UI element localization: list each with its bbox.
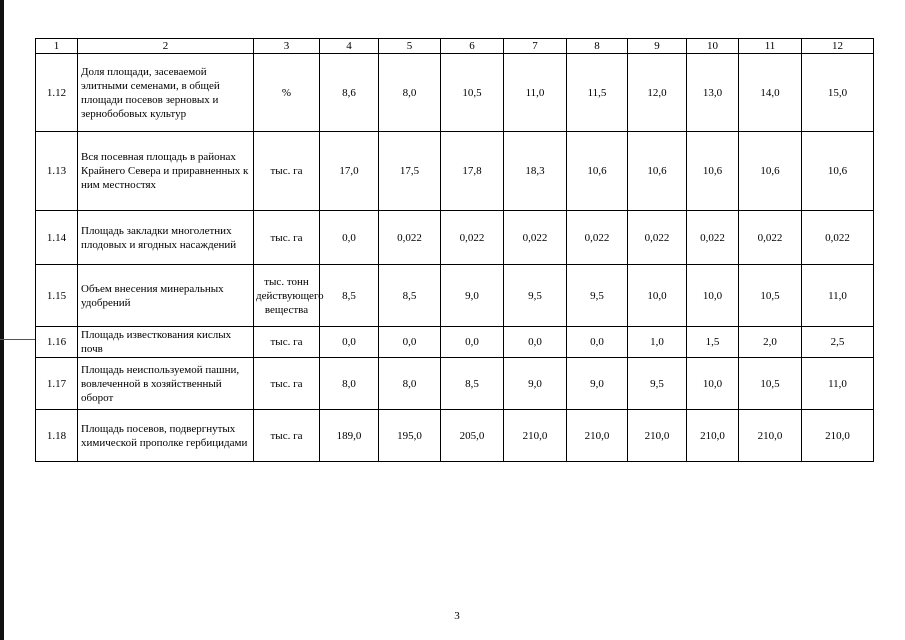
value-cell: 2,0 <box>739 327 802 358</box>
column-number-cell: 10 <box>687 39 739 54</box>
table-row <box>36 265 874 327</box>
row-number-cell: 1.12 <box>36 54 78 132</box>
column-number-cell: 5 <box>379 39 441 54</box>
indicator-name-cell: Площадь известкования кислых почв <box>78 327 254 358</box>
value-cell: 12,0 <box>628 54 687 132</box>
unit-cell: тыс. га <box>254 358 320 410</box>
value-cell: 10,5 <box>739 358 802 410</box>
page-number: 3 <box>454 610 460 622</box>
scan-stray-line <box>0 339 36 340</box>
indicator-name-cell: Объем внесения минеральных удобрений <box>78 265 254 327</box>
row-number-cell: 1.14 <box>36 211 78 265</box>
value-cell: 0,0 <box>567 327 628 358</box>
value-cell: 17,5 <box>379 132 441 211</box>
binder-edge-mark <box>0 0 4 640</box>
unit-cell: тыс. тонн действующего вещества <box>254 265 320 327</box>
unit-cell: тыс. га <box>254 211 320 265</box>
indicator-name-cell: Площадь закладки многолетних плодовых и ягодных насаждений <box>78 211 254 265</box>
value-cell: 11,0 <box>504 54 567 132</box>
value-cell: 9,5 <box>567 265 628 327</box>
row-number-cell: 1.17 <box>36 358 78 410</box>
value-cell: 11,0 <box>802 358 874 410</box>
value-cell: 0,0 <box>504 327 567 358</box>
value-cell: 9,5 <box>628 358 687 410</box>
value-cell: 9,5 <box>504 265 567 327</box>
column-number-cell: 7 <box>504 39 567 54</box>
value-cell: 11,5 <box>567 54 628 132</box>
value-cell: 8,5 <box>441 358 504 410</box>
column-number-cell: 8 <box>567 39 628 54</box>
value-cell: 17,0 <box>320 132 379 211</box>
value-cell: 8,5 <box>320 265 379 327</box>
column-number-cell: 4 <box>320 39 379 54</box>
table-row <box>36 211 874 265</box>
value-cell: 9,0 <box>441 265 504 327</box>
value-cell: 15,0 <box>802 54 874 132</box>
value-cell: 10,0 <box>687 265 739 327</box>
value-cell: 11,0 <box>802 265 874 327</box>
value-cell: 10,6 <box>687 132 739 211</box>
value-cell: 10,0 <box>628 265 687 327</box>
value-cell: 10,6 <box>802 132 874 211</box>
value-cell: 0,0 <box>320 327 379 358</box>
unit-cell: % <box>254 54 320 132</box>
value-cell: 0,022 <box>504 211 567 265</box>
value-cell: 0,022 <box>739 211 802 265</box>
unit-cell: тыс. га <box>254 132 320 211</box>
value-cell: 10,6 <box>739 132 802 211</box>
value-cell: 10,0 <box>687 358 739 410</box>
value-cell: 205,0 <box>441 410 504 462</box>
column-number-cell: 11 <box>739 39 802 54</box>
value-cell: 9,0 <box>504 358 567 410</box>
indicators-table <box>35 38 874 462</box>
value-cell: 0,022 <box>379 211 441 265</box>
column-number-cell: 2 <box>78 39 254 54</box>
value-cell: 0,0 <box>441 327 504 358</box>
column-number-cell: 12 <box>802 39 874 54</box>
table-row <box>36 54 874 132</box>
value-cell: 0,022 <box>628 211 687 265</box>
value-cell: 2,5 <box>802 327 874 358</box>
value-cell: 8,0 <box>379 358 441 410</box>
value-cell: 17,8 <box>441 132 504 211</box>
value-cell: 1,5 <box>687 327 739 358</box>
value-cell: 10,5 <box>441 54 504 132</box>
indicator-name-cell: Площадь неиспользуемой пашни, вовлеченной в хозяйственный оборот <box>78 358 254 410</box>
value-cell: 210,0 <box>504 410 567 462</box>
indicator-name-cell: Площадь посевов, подвергнутых химической прополке гербицидами <box>78 410 254 462</box>
value-cell: 10,5 <box>739 265 802 327</box>
column-number-cell: 6 <box>441 39 504 54</box>
value-cell: 210,0 <box>802 410 874 462</box>
value-cell: 14,0 <box>739 54 802 132</box>
value-cell: 8,0 <box>379 54 441 132</box>
unit-cell: тыс. га <box>254 327 320 358</box>
value-cell: 0,022 <box>567 211 628 265</box>
table-row <box>36 132 874 211</box>
table-row <box>36 327 874 358</box>
column-number-row <box>36 39 874 54</box>
value-cell: 1,0 <box>628 327 687 358</box>
column-number-cell: 3 <box>254 39 320 54</box>
unit-cell: тыс. га <box>254 410 320 462</box>
value-cell: 195,0 <box>379 410 441 462</box>
value-cell: 210,0 <box>628 410 687 462</box>
indicator-name-cell: Вся посевная площадь в районах Крайнего Севера и приравненных к ним местностях <box>78 132 254 211</box>
row-number-cell: 1.16 <box>36 327 78 358</box>
value-cell: 0,022 <box>687 211 739 265</box>
row-number-cell: 1.13 <box>36 132 78 211</box>
value-cell: 0,0 <box>320 211 379 265</box>
value-cell: 210,0 <box>739 410 802 462</box>
value-cell: 210,0 <box>687 410 739 462</box>
value-cell: 18,3 <box>504 132 567 211</box>
row-number-cell: 1.15 <box>36 265 78 327</box>
table-row <box>36 410 874 462</box>
table-row <box>36 358 874 410</box>
value-cell: 10,6 <box>567 132 628 211</box>
value-cell: 210,0 <box>567 410 628 462</box>
row-number-cell: 1.18 <box>36 410 78 462</box>
value-cell: 8,0 <box>320 358 379 410</box>
value-cell: 8,5 <box>379 265 441 327</box>
value-cell: 0,022 <box>441 211 504 265</box>
value-cell: 9,0 <box>567 358 628 410</box>
value-cell: 10,6 <box>628 132 687 211</box>
value-cell: 13,0 <box>687 54 739 132</box>
value-cell: 189,0 <box>320 410 379 462</box>
value-cell: 0,022 <box>802 211 874 265</box>
column-number-cell: 9 <box>628 39 687 54</box>
indicator-name-cell: Доля площади, засеваемой элитными семенами, в общей площади посевов зерновых и зернобобовых культур <box>78 54 254 132</box>
column-number-cell: 1 <box>36 39 78 54</box>
value-cell: 8,6 <box>320 54 379 132</box>
value-cell: 0,0 <box>379 327 441 358</box>
